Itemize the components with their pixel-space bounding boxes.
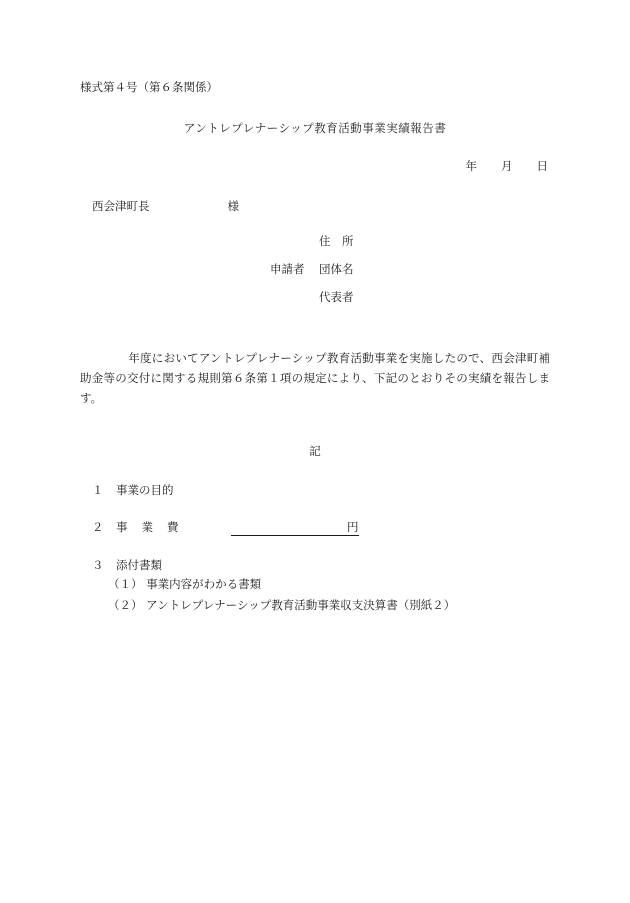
cost-unit: 円 [347, 520, 359, 534]
date-day-label: 日 [536, 159, 548, 173]
body-paragraph [80, 348, 550, 408]
cost-amount-blank [231, 522, 359, 536]
item-attachments [92, 560, 162, 572]
item-label: 添付書類 [116, 558, 162, 572]
item-number: ３ [92, 558, 104, 572]
document-title: アントレプレナーシップ教育活動事業実績報告書 [183, 121, 447, 135]
addressee-honorific: 様 [227, 199, 239, 213]
applicant-address-label: 住 所 [319, 234, 354, 248]
body-paragraph-text: 年度においてアントレプレナーシップ教育活動事業を実施したので、西会津町補助金等の交付に関する規則第６条第１項の規定により、下記のとおりその実績を報告します。 [80, 351, 550, 405]
item-number: ２ [92, 520, 104, 534]
item-cost [92, 522, 359, 536]
attachment-item: （１） 事業内容がわかる書類 [108, 577, 262, 591]
date-line [466, 161, 549, 173]
applicant-group-label: 団体名 [319, 262, 354, 276]
item-label: 事業の目的 [116, 483, 174, 497]
item-label: 事業費 [116, 520, 193, 534]
applicant-role-label: 申請者 [270, 262, 305, 276]
ki-heading: 記 [309, 444, 321, 458]
form-number: 様式第４号（第６条関係） [80, 80, 218, 94]
addressee-name: 西会津町長 [92, 199, 150, 213]
item-purpose [92, 485, 174, 497]
date-year-label: 年 [465, 159, 477, 173]
attachment-item: （２） アントレプレナーシップ教育活動事業収支決算書（別紙２） [108, 598, 456, 612]
item-number: １ [92, 483, 104, 497]
date-month-label: 月 [501, 159, 513, 173]
applicant-representative-label: 代表者 [319, 290, 354, 304]
addressee [92, 201, 239, 213]
